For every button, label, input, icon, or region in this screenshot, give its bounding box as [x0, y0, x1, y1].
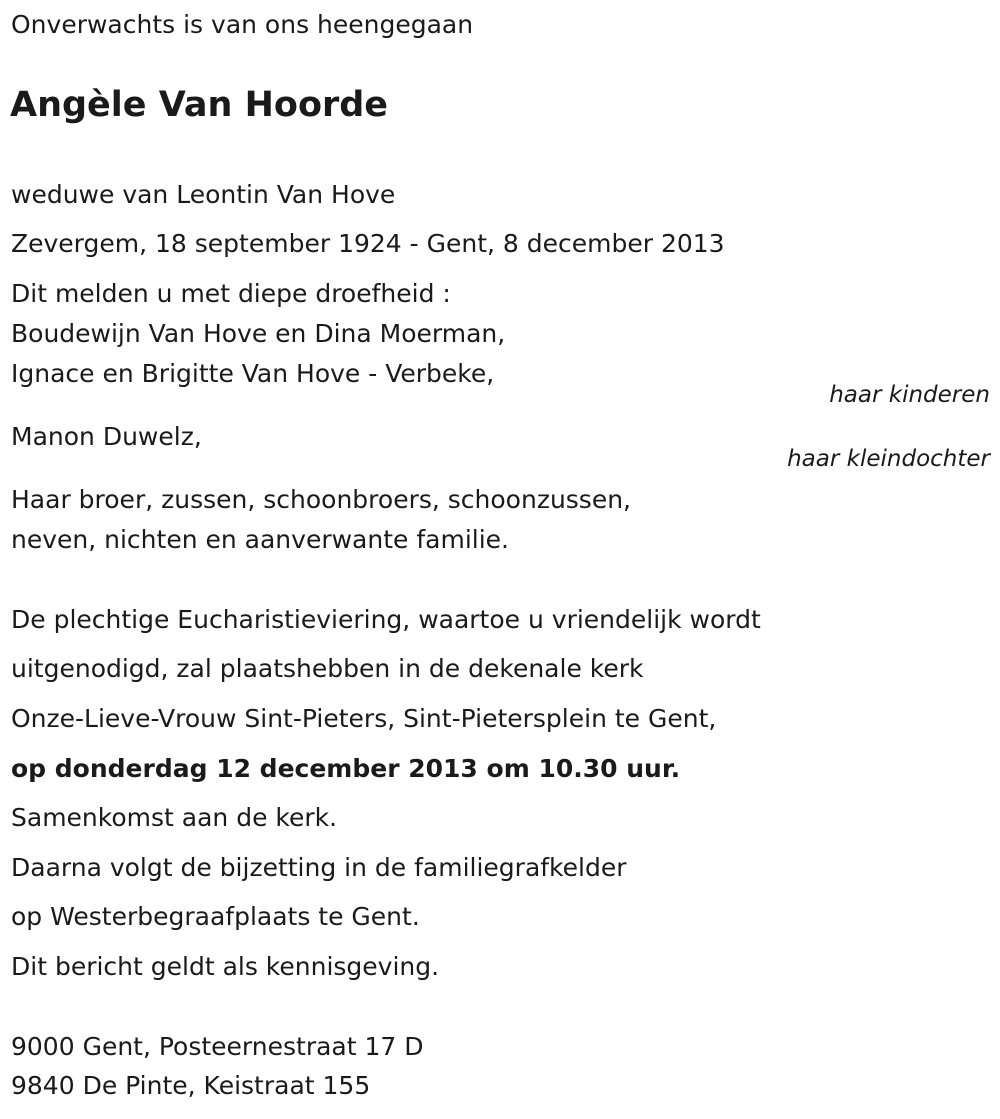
grandchild-role: haar kleindochter: [787, 446, 990, 472]
deceased-name: Angèle Van Hoorde: [10, 85, 389, 125]
grandchild-line: Manon Duwelz,: [11, 422, 202, 451]
children-role: haar kinderen: [829, 382, 990, 408]
child-line: Ignace en Brigitte Van Hove - Verbeke,: [11, 359, 495, 388]
notice-line: Dit bericht geldt als kennisgeving.: [11, 952, 440, 981]
ceremony-line: Onze-Lieve-Vrouw Sint-Pieters, Sint-Pietersplein te Gent,: [11, 704, 717, 733]
ceremony-date: op donderdag 12 december 2013 om 10.30 uur.: [11, 754, 681, 783]
address-line: 9000 Gent, Posteernestraat 17 D: [11, 1032, 424, 1061]
announcers-intro: Dit melden u met diepe droefheid :: [11, 279, 451, 308]
family-line: neven, nichten en aanverwante familie.: [11, 525, 509, 554]
ceremony-line: De plechtige Eucharistieviering, waartoe u vriendelijk wordt: [11, 605, 761, 634]
spouse-line: weduwe van Leontin Van Hove: [11, 180, 396, 209]
birth-death-line: Zevergem, 18 september 1924 - Gent, 8 december 2013: [11, 229, 725, 258]
ceremony-line: uitgenodigd, zal plaatshebben in de dekenale kerk: [11, 654, 644, 683]
ceremony-after-line: op Westerbegraafplaats te Gent.: [11, 902, 420, 931]
ceremony-after-line: Daarna volgt de bijzetting in de familiegrafkelder: [11, 853, 627, 882]
family-line: Haar broer, zussen, schoonbroers, schoonzussen,: [11, 485, 632, 514]
address-line: 9840 De Pinte, Keistraat 155: [11, 1071, 371, 1100]
ceremony-after-line: Samenkomst aan de kerk.: [11, 803, 338, 832]
intro-text: Onverwachts is van ons heengegaan: [11, 10, 474, 39]
child-line: Boudewijn Van Hove en Dina Moerman,: [11, 319, 506, 348]
